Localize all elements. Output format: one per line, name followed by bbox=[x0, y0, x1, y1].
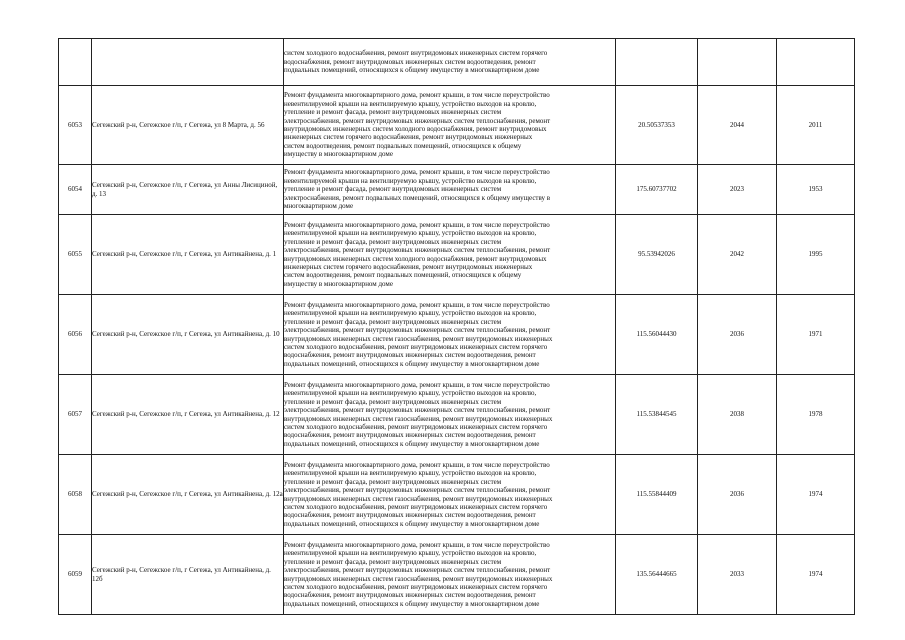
row-planned-year: 2044 bbox=[698, 86, 777, 165]
row-build-year bbox=[777, 39, 855, 86]
works-line: Ремонт фундамента многоквартирного дома, ремонт крыши, в том числе переустройство bbox=[284, 220, 550, 229]
works-line: утепление и ремонт фасада, ремонт внутридомовых инженерных систем bbox=[284, 237, 502, 246]
works-line: электроснабжения, ремонт внутридомовых инженерных систем теплоснабжения, ремонт bbox=[284, 406, 551, 415]
row-works bbox=[284, 375, 616, 455]
works-line: Ремонт фундамента многоквартирного дома, ремонт крыши, в том числе переустройство bbox=[284, 460, 550, 469]
row-cost: 115.56044430 bbox=[616, 295, 698, 375]
row-works bbox=[284, 39, 616, 86]
works-line: подвальных помещений, относящихся к общему имуществу в многоквартирном доме bbox=[284, 66, 540, 75]
table-row bbox=[59, 535, 855, 615]
repair-schedule-table bbox=[58, 38, 855, 615]
works-line: водоснабжения, ремонт внутридомовых инженерных систем водоотведения, ремонт bbox=[284, 591, 536, 600]
works-line: имуществу в многоквартирном доме bbox=[284, 150, 393, 159]
table-body bbox=[59, 39, 855, 615]
works-line: систем холодного водоснабжения, ремонт внутридомовых инженерных систем горячего bbox=[284, 502, 548, 511]
row-cost: 95.53942026 bbox=[616, 215, 698, 295]
works-line: невентилируемой крыши на вентилируемую крышу, устройство выходов на кровлю, bbox=[284, 176, 537, 185]
works-line: внутридомовых инженерных систем газоснабжения, ремонт внутридомовых инженерных bbox=[284, 414, 553, 423]
row-address: Сегежский р-н, Сегежское г/п, г Сегежа, ул Антикайнена, д. 12 bbox=[92, 375, 284, 455]
works-line: Ремонт фундамента многоквартирного дома, ремонт крыши, в том числе переустройство bbox=[284, 91, 550, 100]
works-line: электроснабжения, ремонт внутридомовых инженерных систем теплоснабжения, ремонт bbox=[284, 246, 551, 255]
works-line: электроснабжения, ремонт подвальных помещений, относящихся к общему имуществу в bbox=[284, 193, 551, 202]
works-line: внутридомовых инженерных систем газоснабжения, ремонт внутридомовых инженерных bbox=[284, 574, 553, 583]
works-line: имуществу в многоквартирном доме bbox=[284, 279, 393, 288]
table-row bbox=[59, 455, 855, 535]
table-row bbox=[59, 295, 855, 375]
row-number: 6057 bbox=[59, 375, 92, 455]
row-address: Сегежский р-н, Сегежское г/п, г Сегежа, ул Анны Лисициной, д. 13 bbox=[92, 165, 284, 215]
table-row bbox=[59, 86, 855, 165]
row-build-year: 2011 bbox=[777, 86, 855, 165]
row-number bbox=[59, 39, 92, 86]
works-line: систем холодного водоснабжения, ремонт внутридомовых инженерных систем горячего bbox=[284, 422, 548, 431]
works-line: водоснабжения, ремонт внутридомовых инженерных систем водоотведения, ремонт bbox=[284, 431, 536, 440]
row-cost: 115.53844545 bbox=[616, 375, 698, 455]
row-build-year: 1974 bbox=[777, 455, 855, 535]
works-line: Ремонт фундамента многоквартирного дома, ремонт крыши, в том числе переустройство bbox=[284, 300, 550, 309]
row-cost bbox=[616, 39, 698, 86]
works-line: невентилируемой крыши на вентилируемую крышу, устройство выходов на кровлю, bbox=[284, 549, 537, 558]
row-build-year: 1971 bbox=[777, 295, 855, 375]
works-line: внутридомовых инженерных систем холодного водоснабжения, ремонт внутридомовых bbox=[284, 254, 547, 263]
row-works bbox=[284, 86, 616, 165]
row-address: Сегежский р-н, Сегежское г/п, г Сегежа, ул 8 Марта, д. 56 bbox=[92, 86, 284, 165]
works-line: систем водоотведения, ремонт подвальных помещений, относящихся к общему bbox=[284, 141, 522, 150]
works-line: утепление и ремонт фасада, ремонт внутридомовых инженерных систем bbox=[284, 557, 502, 566]
row-address: Сегежский р-н, Сегежское г/п, г Сегежа, ул Антикайнена, д. 12б bbox=[92, 535, 284, 615]
works-line: Ремонт фундамента многоквартирного дома, ремонт крыши, в том числе переустройство bbox=[284, 168, 550, 177]
row-number: 6053 bbox=[59, 86, 92, 165]
row-works bbox=[284, 215, 616, 295]
works-line: утепление и ремонт фасада, ремонт внутридомовых инженерных систем bbox=[284, 477, 502, 486]
row-build-year: 1974 bbox=[777, 535, 855, 615]
works-line: водоснабжения, ремонт внутридомовых инженерных систем водоотведения, ремонт bbox=[284, 511, 536, 520]
works-line: утепление и ремонт фасада, ремонт внутридомовых инженерных систем bbox=[284, 397, 502, 406]
row-cost: 20.50537353 bbox=[616, 86, 698, 165]
works-line: подвальных помещений, относящихся к общему имуществу в многоквартирном доме bbox=[284, 519, 540, 528]
works-line: невентилируемой крыши на вентилируемую крышу, устройство выходов на кровлю, bbox=[284, 99, 537, 108]
row-build-year: 1978 bbox=[777, 375, 855, 455]
row-number: 6059 bbox=[59, 535, 92, 615]
row-cost: 175.60737702 bbox=[616, 165, 698, 215]
row-build-year: 1953 bbox=[777, 165, 855, 215]
works-line: подвальных помещений, относящихся к общему имуществу в многоквартирном доме bbox=[284, 599, 540, 608]
works-line: Ремонт фундамента многоквартирного дома, ремонт крыши, в том числе переустройство bbox=[284, 380, 550, 389]
works-line: систем холодного водоснабжения, ремонт внутридомовых инженерных систем горячего bbox=[284, 342, 548, 351]
table-row bbox=[59, 39, 855, 86]
works-line: инженерных систем горячего водоснабжения, ремонт внутридомовых инженерных bbox=[284, 133, 533, 142]
works-line: утепление и ремонт фасада, ремонт внутридомовых инженерных систем bbox=[284, 108, 502, 117]
works-line: водоснабжения, ремонт внутридомовых инженерных систем водоотведения, ремонт bbox=[284, 351, 536, 360]
row-planned-year bbox=[698, 39, 777, 86]
row-works bbox=[284, 535, 616, 615]
works-line: систем холодного водоснабжения, ремонт внутридомовых инженерных систем горячего bbox=[284, 49, 548, 58]
works-line: невентилируемой крыши на вентилируемую крышу, устройство выходов на кровлю, bbox=[284, 389, 537, 398]
works-line: систем водоотведения, ремонт подвальных помещений, относящихся к общему bbox=[284, 271, 522, 280]
row-works bbox=[284, 295, 616, 375]
table-row bbox=[59, 215, 855, 295]
row-planned-year: 2042 bbox=[698, 215, 777, 295]
row-planned-year: 2023 bbox=[698, 165, 777, 215]
works-line: многоквартирном доме bbox=[284, 202, 354, 211]
row-address bbox=[92, 39, 284, 86]
works-line: подвальных помещений, относящихся к общему имуществу в многоквартирном доме bbox=[284, 359, 540, 368]
works-line: подвальных помещений, относящихся к общему имуществу в многоквартирном доме bbox=[284, 439, 540, 448]
table-row bbox=[59, 165, 855, 215]
row-number: 6058 bbox=[59, 455, 92, 535]
works-line: электроснабжения, ремонт внутридомовых инженерных систем теплоснабжения, ремонт bbox=[284, 326, 551, 335]
row-works bbox=[284, 165, 616, 215]
row-number: 6054 bbox=[59, 165, 92, 215]
row-planned-year: 2036 bbox=[698, 295, 777, 375]
works-line: утепление и ремонт фасада, ремонт внутридомовых инженерных систем bbox=[284, 317, 502, 326]
row-address: Сегежский р-н, Сегежское г/п, г Сегежа, ул Антикайнена, д. 10 bbox=[92, 295, 284, 375]
row-planned-year: 2036 bbox=[698, 455, 777, 535]
row-works bbox=[284, 455, 616, 535]
works-line: Ремонт фундамента многоквартирного дома, ремонт крыши, в том числе переустройство bbox=[284, 540, 550, 549]
works-line: внутридомовых инженерных систем газоснабжения, ремонт внутридомовых инженерных bbox=[284, 494, 553, 503]
works-line: систем холодного водоснабжения, ремонт внутридомовых инженерных систем горячего bbox=[284, 582, 548, 591]
row-address: Сегежский р-н, Сегежское г/п, г Сегежа, ул Антикайнена, д. 12а bbox=[92, 455, 284, 535]
works-line: невентилируемой крыши на вентилируемую крышу, устройство выходов на кровлю, bbox=[284, 309, 537, 318]
row-planned-year: 2038 bbox=[698, 375, 777, 455]
works-line: внутридомовых инженерных систем газоснабжения, ремонт внутридомовых инженерных bbox=[284, 334, 553, 343]
works-line: электроснабжения, ремонт внутридомовых инженерных систем теплоснабжения, ремонт bbox=[284, 116, 551, 125]
works-line: электроснабжения, ремонт внутридомовых инженерных систем теплоснабжения, ремонт bbox=[284, 486, 551, 495]
row-build-year: 1995 bbox=[777, 215, 855, 295]
works-line: водоснабжения, ремонт внутридомовых инженерных систем водоотведения, ремонт bbox=[284, 57, 536, 66]
works-line: электроснабжения, ремонт внутридомовых инженерных систем теплоснабжения, ремонт bbox=[284, 566, 551, 575]
works-line: утепление и ремонт фасада, ремонт внутридомовых инженерных систем bbox=[284, 185, 502, 194]
row-number: 6055 bbox=[59, 215, 92, 295]
row-address: Сегежский р-н, Сегежское г/п, г Сегежа, ул Антикайнена, д. 1 bbox=[92, 215, 284, 295]
row-planned-year: 2033 bbox=[698, 535, 777, 615]
works-line: невентилируемой крыши на вентилируемую крышу, устройство выходов на кровлю, bbox=[284, 229, 537, 238]
row-cost: 135.56444665 bbox=[616, 535, 698, 615]
works-line: внутридомовых инженерных систем холодного водоснабжения, ремонт внутридомовых bbox=[284, 125, 547, 133]
row-cost: 115.55844409 bbox=[616, 455, 698, 535]
row-number: 6056 bbox=[59, 295, 92, 375]
works-line: инженерных систем горячего водоснабжения, ремонт внутридомовых инженерных bbox=[284, 262, 533, 271]
works-line: невентилируемой крыши на вентилируемую крышу, устройство выходов на кровлю, bbox=[284, 469, 537, 478]
table-row bbox=[59, 375, 855, 455]
